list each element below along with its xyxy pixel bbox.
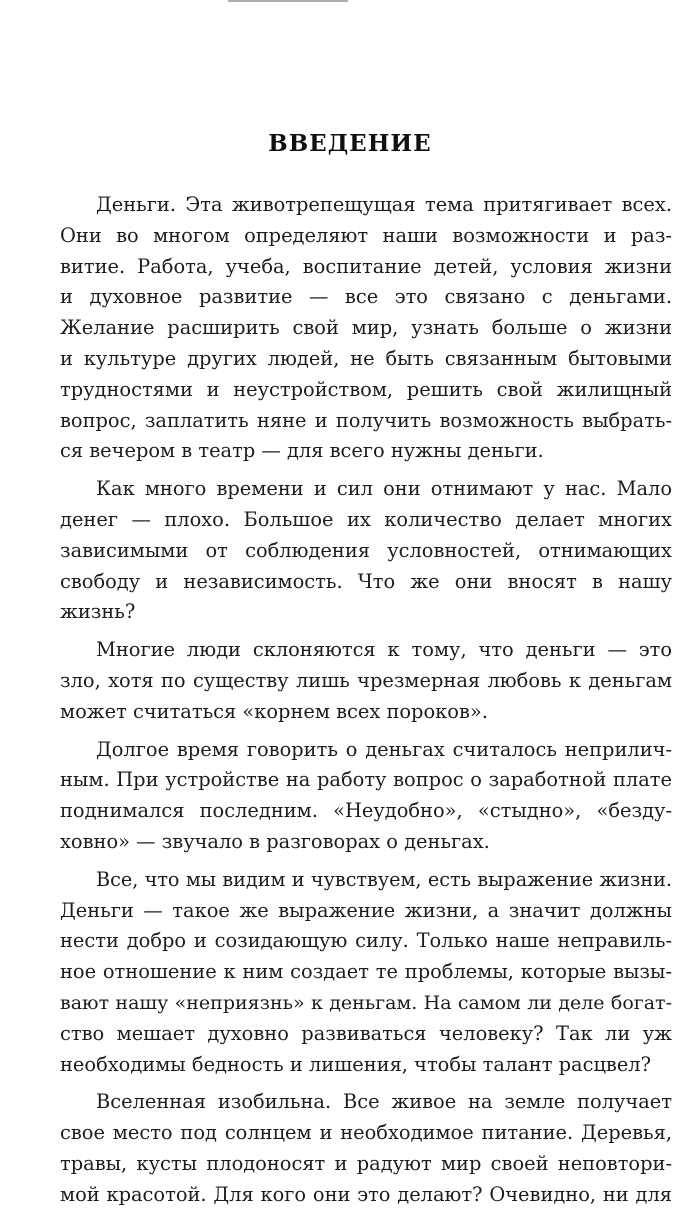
text-line: Деньги — такое же выражение жизни, а значит должны [60,898,672,922]
text-line: ство мешает духовно развиваться человеку? Так ли уж [60,1021,672,1045]
text-line: необходимы бедность и лишения, чтобы талант расцвел? [60,1052,652,1076]
text-line: поднимался последним. «Неудобно», «стыдно», «безду- [60,799,672,823]
text-line: травы, кусты плодоносят и радуют мир своей неповтори- [60,1151,672,1175]
text-line: Как много времени и сил они отнимают у нас. Мало [96,477,672,501]
text-line: денег — плохо. Большое их количество делает многих [60,507,672,531]
text-line: зло, хотя по существу лишь чрезмерная любовь к деньгам [60,668,672,692]
text-line: Многие люди склоняются к тому, что деньги — это [96,638,672,662]
text-line: витие. Работа, учеба, воспитание детей, условия жизни [60,254,672,278]
text-line: Деньги. Эта животрепещущая тема притягивает всех. [96,193,672,216]
text-line: Желание расширить свой мир, узнать больше о жизни [60,316,672,340]
text-line: Все, что мы видим и чувствуем, есть выражение жизни. [96,867,672,891]
text-line: Они во многом определяют наши возможности и раз- [60,223,672,247]
text-line: вопрос, заплатить няне и получить возможность выбрать- [60,408,672,432]
text-line: вают нашу «неприязнь» к деньгам. На самом ли деле богат- [60,991,672,1014]
body-text [60,190,672,1211]
text-line: нести добро и созидающую силу. Только наше неправиль- [60,929,672,953]
text-line: зависимыми от соблюдения условностей, отнимающих [60,538,672,562]
text-line: ным. При устройстве на работу вопрос о заработной плате [60,768,672,792]
text-line: может считаться «корнем всех пороков». [60,699,488,723]
text-line: ное отношение к ним создает те проблемы, которые вызы- [60,960,672,984]
text-line: свободу и независимость. Что же они вносят в нашу [60,569,672,593]
text-line: Долгое время говорить о деньгах считалось неприлич- [96,737,672,761]
text-line: и духовное развитие — все это связано с деньгами. [60,285,672,309]
text-line: Вселенная изобильна. Все живое на земле получает [96,1090,672,1114]
text-line: ся вечером в театр — для всего нужны деньги. [60,439,544,463]
text-line: мой красотой. Для кого они это делают? Очевидно, ни для [60,1182,672,1206]
text-line: жизнь? [60,600,136,624]
text-line: и культуре других людей, не быть связанным бытовыми [60,346,672,370]
text-line: ховно» — звучало в разговорах о деньгах. [60,829,490,853]
page-edge-mark [228,0,348,2]
text-line: свое место под солнцем и необходимое питание. Деревья, [60,1121,672,1145]
text-line: трудностями и неустройством, решить свой жилищный [60,377,672,401]
chapter-heading: ВВЕДЕНИЕ [268,130,432,157]
